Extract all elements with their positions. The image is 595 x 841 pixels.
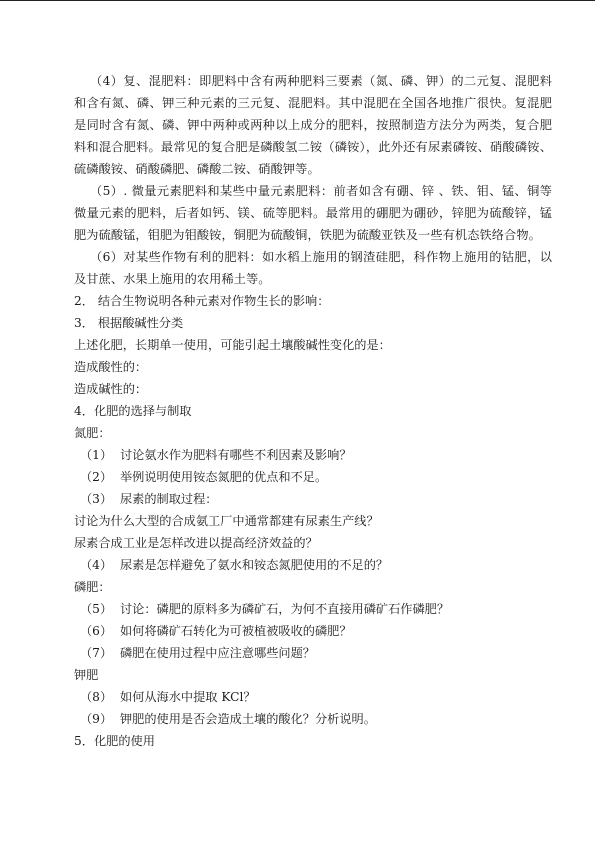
question-number: （9） — [80, 712, 113, 726]
question-8 — [74, 686, 552, 708]
question-text: 如何将磷矿石转化为可被植被吸收的磷肥？ — [120, 624, 352, 638]
paragraph-micronutrient-fertilizer: （5）. 微量元素肥料和某些中量元素肥料：前者如含有硼、锌 、铁、钼、锰、铜等微量元素的肥料，后者如钙、镁、硫等肥料。最常用的硼肥为硼砂，锌肥为硫酸锌，锰肥为硫酸锰，钼肥为钼酸铵，铜肥为硫酸铜，铁肥为硫酸亚铁及一些有机态铁络合物。 — [74, 184, 552, 242]
question-7 — [74, 642, 552, 664]
question-number: （8） — [80, 690, 113, 704]
paragraph-beneficial-fertilizer: （6）对某些作物有利的肥料：如水稻上施用的钢渣硅肥，科作物上施用的钴肥，以及甘蔗、水果上施用的农用稀土等。 — [74, 250, 552, 286]
question-2 — [74, 466, 552, 488]
basic-answer-line: 造成碱性的： — [74, 382, 148, 396]
question-number: （4） — [80, 558, 113, 572]
question-text: 尿素的制取过程： — [120, 492, 218, 506]
discussion-line-1: 讨论为什么大型的合成氨工厂中通常都建有尿素生产线？ — [74, 514, 379, 528]
question-number: （2） — [80, 470, 113, 484]
section-4-heading: 4．化肥的选择与制取 — [74, 404, 192, 418]
question-text: 钾肥的使用是否会造成土壤的酸化？分析说明。 — [120, 712, 376, 726]
question-3 — [74, 488, 552, 510]
question-6 — [74, 620, 552, 642]
question-number: （7） — [80, 646, 113, 660]
potash-label: 钾肥 — [74, 668, 99, 682]
section-2-heading: 2． 结合生物说明各种元素对作物生长的影响： — [74, 294, 330, 308]
question-text: 讨论氨水作为肥料有哪些不利因素及影响？ — [120, 448, 352, 462]
question-number: （5） — [80, 602, 113, 616]
question-text: 讨论：磷肥的原料多为磷矿石，为何不直接用磷矿石作磷肥？ — [120, 602, 450, 616]
question-4 — [74, 554, 552, 576]
question-text: 磷肥在使用过程中应注意哪些问题？ — [120, 646, 315, 660]
top-rule — [0, 0, 595, 1]
paragraph-compound-fertilizer: （4）复、混肥料：即肥料中含有两种肥料三要素（氮、磷、钾）的二元复、混肥料和含有氮、磷、钾三种元素的三元复、混肥料。其中混肥在全国各地推广很快。复混肥是同时含有氮、磷、钾中两种或两种以上成分的肥料，按照制造方法分为两类，复合肥料和混合肥料。最常见的复合肥是磷酸氢二铵（磷铵），此外还有尿素磷铵、硝酸磷铵、硫磷酸铵、硝酸磷肥、磷酸二铵、硝酸钾等。 — [74, 74, 552, 176]
question-9 — [74, 708, 552, 730]
section-5-heading: 5．化肥的使用 — [74, 734, 155, 748]
question-5 — [74, 598, 552, 620]
question-text: 举例说明使用铵态氮肥的优点和不足。 — [120, 470, 328, 484]
acidic-answer-line: 造成酸性的： — [74, 360, 148, 374]
question-number: （6） — [80, 624, 113, 638]
discussion-line-2: 尿素合成工业是怎样改进以提高经济效益的？ — [74, 536, 318, 550]
question-text: 尿素是怎样避免了氨水和铵态氮肥使用的不足的？ — [120, 558, 389, 572]
phosphate-label: 磷肥： — [74, 580, 111, 594]
question-number: （1） — [80, 448, 113, 462]
question-text: 如何从海水中提取 KCl？ — [120, 690, 256, 704]
question-number: （3） — [80, 492, 113, 506]
acid-base-question: 上述化肥，长期单一使用，可能引起土壤酸碱性变化的是： — [74, 338, 391, 352]
nitrogen-label: 氮肥： — [74, 426, 111, 440]
document-body — [74, 70, 552, 752]
question-1 — [74, 444, 552, 466]
section-3-heading: 3． 根据酸碱性分类 — [74, 316, 184, 330]
